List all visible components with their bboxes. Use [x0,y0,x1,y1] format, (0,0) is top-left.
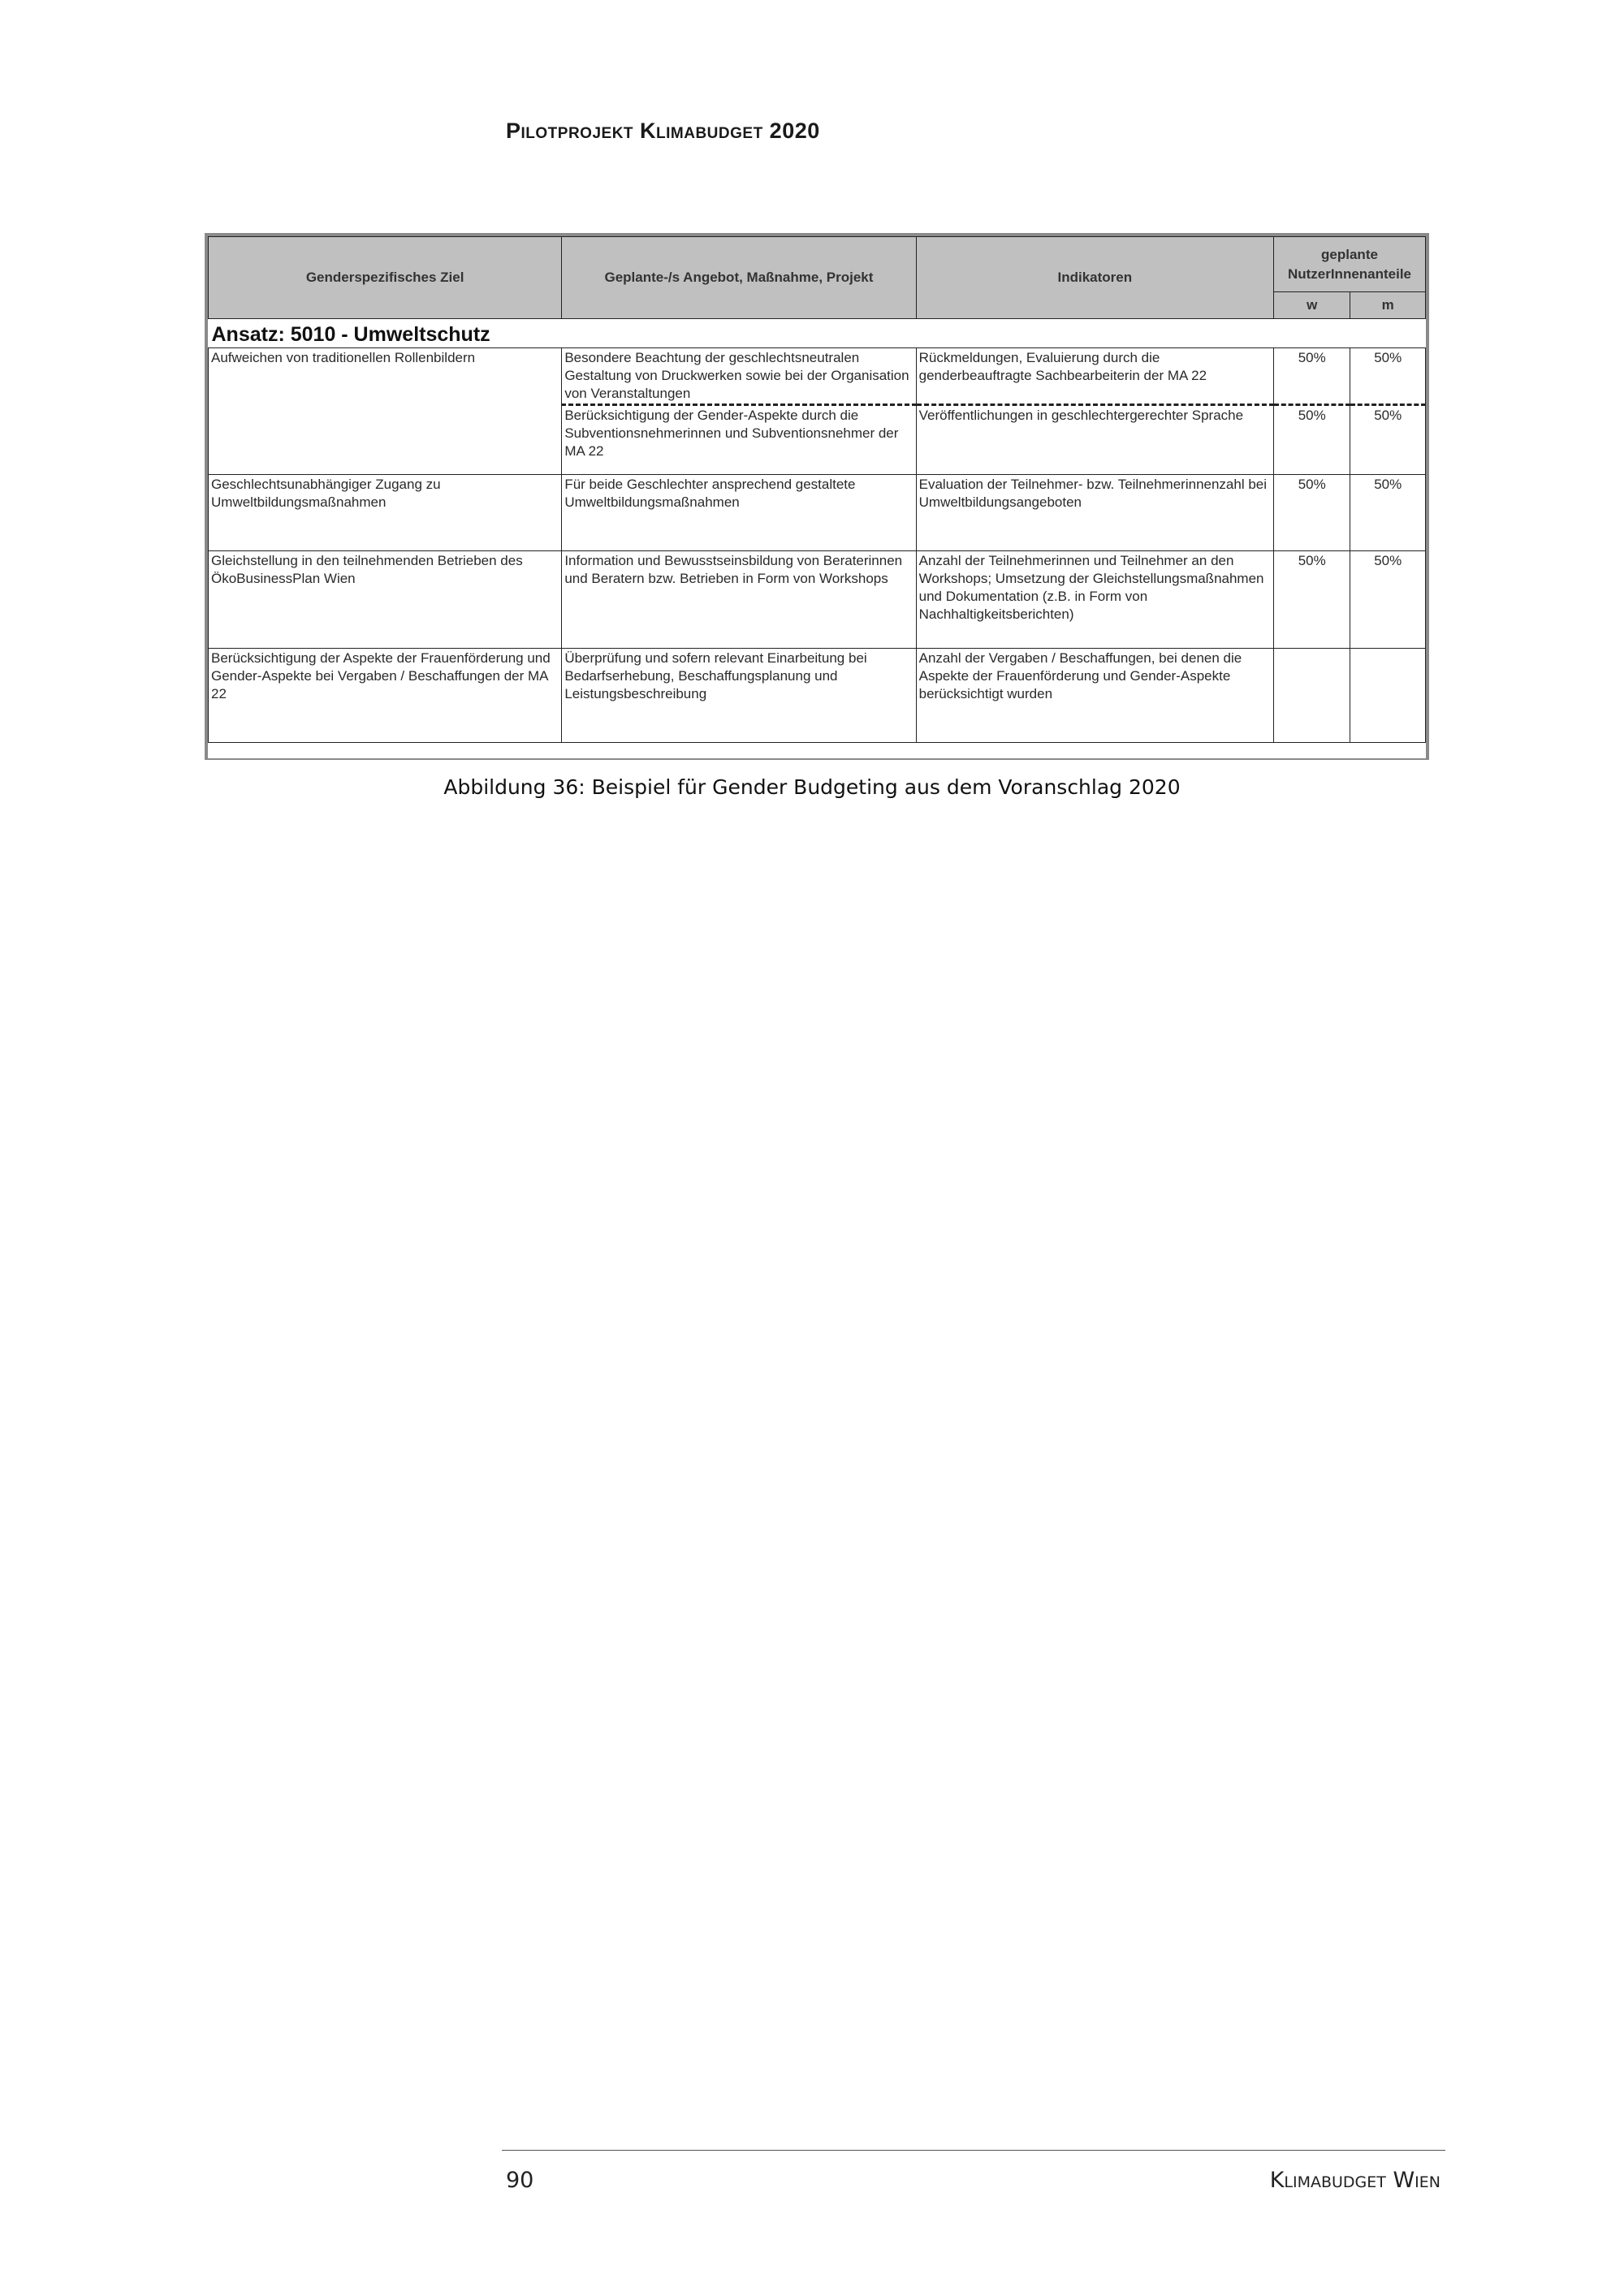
cell-m: 50% [1350,551,1426,649]
header-indikatoren: Indikatoren [916,237,1273,319]
footer-rule [502,2150,1445,2151]
gender-budgeting-figure [205,233,1429,760]
cell-massnahme: Berücksichtigung der Gender-Aspekte durch die Subventionsnehmerinnen und Subventionsnehmer der MA 22 [562,405,916,475]
cell-massnahme: Für beide Geschlechter ansprechend gestaltete Umweltbildungsmaßnahmen [562,475,916,551]
cell-m: 50% [1350,405,1426,475]
cell-ziel: Berücksichtigung der Aspekte der Frauenförderung und Gender-Aspekte bei Vergaben / Beschaffungen der MA 22 [209,649,562,743]
table-row [209,551,1426,649]
cell-m: 50% [1350,348,1426,405]
figure-caption: Abbildung 36: Beispiel für Gender Budgeting aus dem Voranschlag 2020 [443,775,1181,799]
header-m: m [1350,292,1426,319]
table-row [209,475,1426,551]
cell-massnahme: Überprüfung und sofern relevant Einarbeitung bei Bedarfserhebung, Beschaffungsplanung und Leistungsbeschreibung [562,649,916,743]
header-nutzerinnenanteile: geplante NutzerInnenanteile [1273,237,1425,292]
header-row [209,237,1426,292]
cell-w: 50% [1273,475,1350,551]
cell-ziel: Gleichstellung in den teilnehmenden Betrieben des ÖkoBusinessPlan Wien [209,551,562,649]
ansatz-heading: Ansatz: 5010 - Umweltschutz [209,319,1426,348]
cell-indikator: Veröffentlichungen in geschlechtergerechter Sprache [916,405,1273,475]
cell-indikator: Evaluation der Teilnehmer- bzw. Teilnehmerinnenzahl bei Umweltbildungsangeboten [916,475,1273,551]
ansatz-row [209,319,1426,348]
cell-w: 50% [1273,551,1350,649]
cell-m [1350,649,1426,743]
cell-massnahme: Information und Bewusstseinsbildung von Beraterinnen und Beratern bzw. Betrieben in Form von Workshops [562,551,916,649]
cell-indikator: Anzahl der Vergaben / Beschaffungen, bei denen die Aspekte der Frauenförderung und Gender-Aspekte berücksichtigt wurden [916,649,1273,743]
cell-massnahme: Besondere Beachtung der geschlechtsneutralen Gestaltung von Druckwerken sowie bei der Organisation von Veranstaltungen [562,348,916,405]
header-w: w [1273,292,1350,319]
page-number: 90 [506,2168,534,2193]
footer-title: Klimabudget Wien [1269,2168,1440,2193]
header-ziel: Genderspezifisches Ziel [209,237,562,319]
table-row [209,649,1426,743]
cell-ziel: Geschlechtsunabhängiger Zugang zu Umweltbildungsmaßnahmen [209,475,562,551]
cell-indikator: Anzahl der Teilnehmerinnen und Teilnehmer an den Workshops; Umsetzung der Gleichstellungsmaßnahmen und Dokumentation (z.B. in Form von Nachhaltigkeitsberichten) [916,551,1273,649]
cell-m: 50% [1350,475,1426,551]
cell-w [1273,649,1350,743]
cell-w: 50% [1273,405,1350,475]
running-header: Pilotprojekt Klimabudget 2020 [506,119,820,143]
cell-ziel: Aufweichen von traditionellen Rollenbildern [209,348,562,475]
header-massnahme: Geplante-/s Angebot, Maßnahme, Projekt [562,237,916,319]
cell-indikator: Rückmeldungen, Evaluierung durch die genderbeauftragte Sachbearbeiterin der MA 22 [916,348,1273,405]
gender-budgeting-table [208,236,1426,743]
table-row [209,348,1426,405]
cell-w: 50% [1273,348,1350,405]
